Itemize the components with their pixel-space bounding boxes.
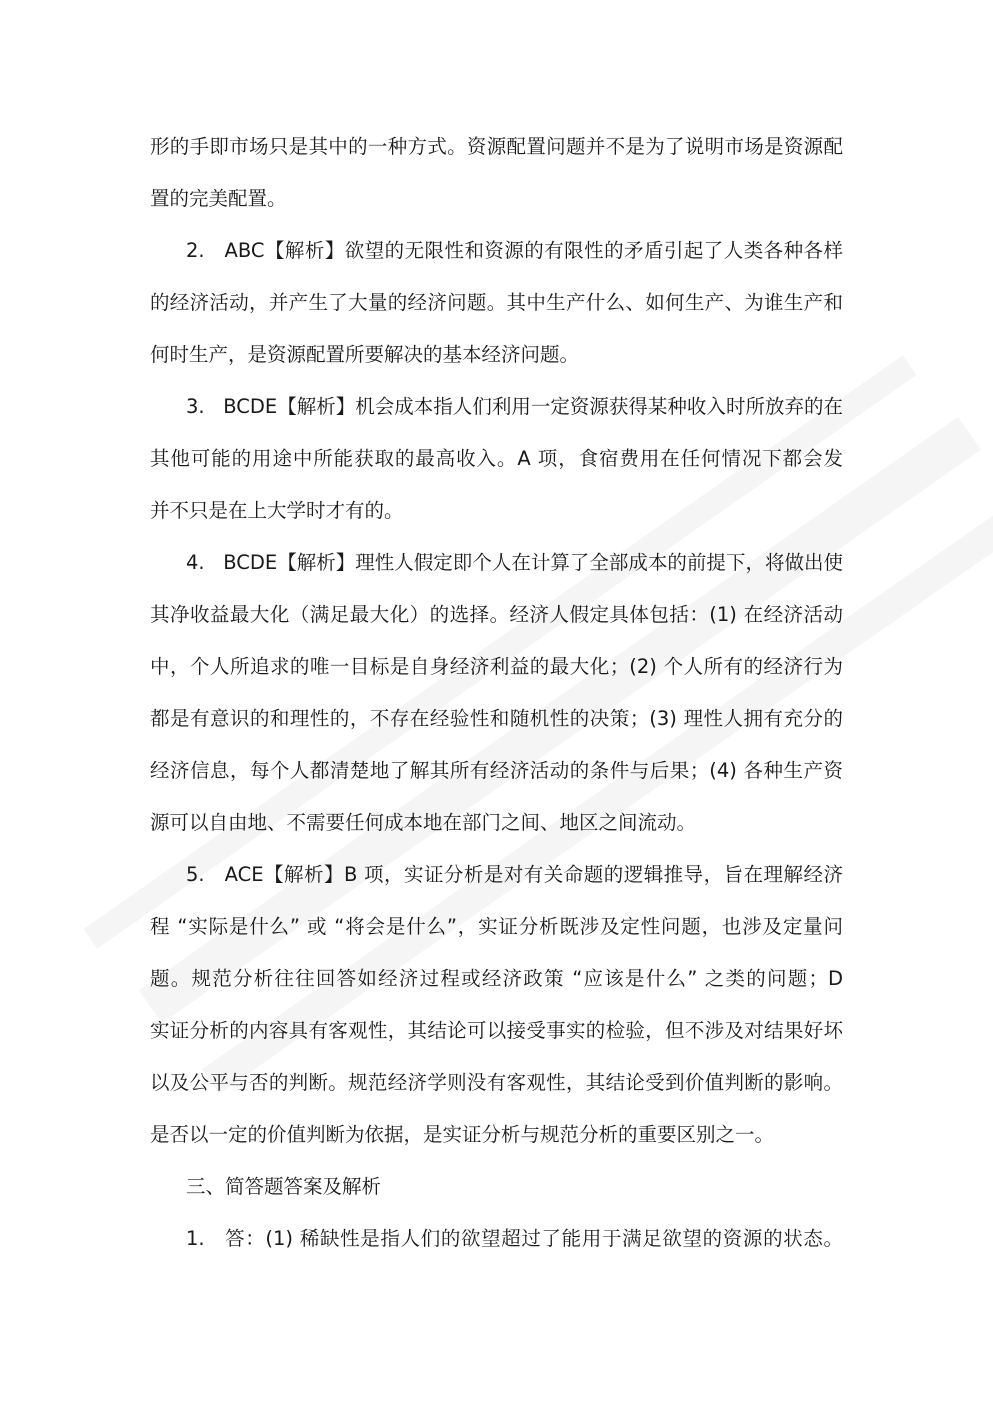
text-line: 源可以自由地、不需要任何成本地在部门之间、地区之间流动。	[150, 811, 697, 834]
text-line: 题。规范分析往往回答如经济过程或经济政策 “应该是什么” 之类的问题；D	[150, 967, 843, 990]
text-line: 置的完美配置。	[150, 187, 287, 210]
section-heading: 三、简答题答案及解析	[186, 1175, 382, 1198]
text-line: 程 “实际是什么” 或 “将会是什么”，实证分析既涉及定性问题，也涉及定量问	[150, 915, 843, 938]
short-answer-item-1: 1. 答：(1) 稀缺性是指人们的欲望超过了能用于满足欲望的资源的状态。	[186, 1227, 843, 1250]
text-line: 中，个人所追求的唯一目标是自身经济利益的最大化；(2) 个人所有的经济行为	[150, 655, 843, 678]
answer-item-5: 5. ACE【解析】B 项，实证分析是对有关命题的逻辑推导，旨在理解经济	[186, 863, 843, 886]
text-line: 以及公平与否的判断。规范经济学则没有客观性，其结论受到价值判断的影响。	[150, 1071, 843, 1094]
answer-item-4: 4. BCDE【解析】理性人假定即个人在计算了全部成本的前提下，将做出使	[186, 551, 843, 574]
text-line: 都是有意识的和理性的，不存在经验性和随机性的决策；(3) 理性人拥有充分的	[150, 707, 843, 730]
answer-item-3: 3. BCDE【解析】机会成本指人们利用一定资源获得某种收入时所放弃的在	[186, 395, 843, 418]
text-line: 形的手即市场只是其中的一种方式。资源配置问题并不是为了说明市场是资源配	[150, 135, 843, 158]
text-line: 的经济活动，并产生了大量的经济问题。其中生产什么、如何生产、为谁生产和	[150, 291, 843, 314]
text-line: 并不只是在上大学时才有的。	[150, 499, 404, 522]
answer-item-2: 2. ABC【解析】欲望的无限性和资源的有限性的矛盾引起了人类各种各样	[186, 239, 843, 262]
text-line: 其他可能的用途中所能获取的最高收入。A 项，食宿费用在任何情况下都会发	[150, 447, 843, 470]
text-line: 实证分析的内容具有客观性，其结论可以接受事实的检验，但不涉及对结果好坏	[150, 1019, 843, 1042]
text-line: 经济信息，每个人都清楚地了解其所有经济活动的条件与后果；(4) 各种生产资	[150, 759, 843, 782]
text-line: 其净收益最大化（满足最大化）的选择。经济人假定具体包括：(1) 在经济活动	[150, 603, 843, 626]
text-line: 是否以一定的价值判断为依据，是实证分析与规范分析的重要区别之一。	[150, 1123, 775, 1146]
text-line: 何时生产，是资源配置所要解决的基本经济问题。	[150, 343, 580, 366]
document-body	[150, 121, 843, 1265]
